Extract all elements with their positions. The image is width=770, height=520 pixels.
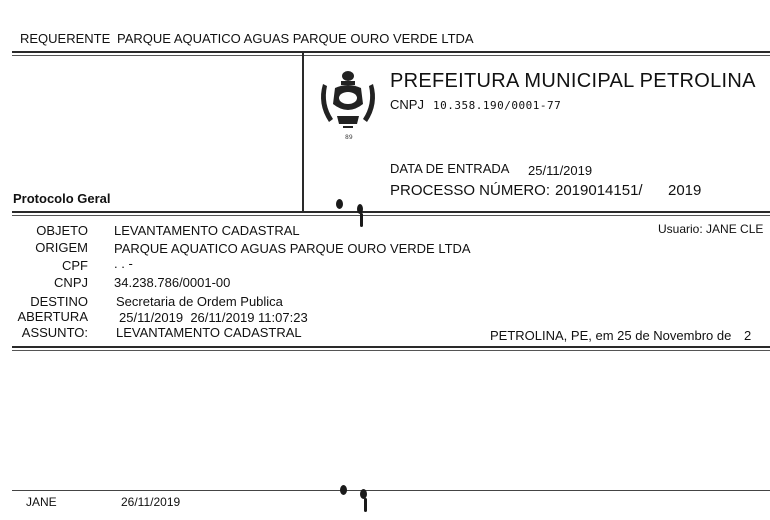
origem-label: ORIGEM [35,240,88,255]
cpf-label: CPF [62,258,88,273]
origem-value: PARQUE AQUATICO AGUAS PARQUE OURO VERDE LTDA [114,241,471,256]
assunto-value: LEVANTAMENTO CADASTRAL [116,325,302,340]
footer-name: JANE [26,495,57,509]
punch-mark-icon [360,213,363,227]
local-data-tail: 2 [744,328,752,343]
header-divider [302,53,304,213]
assunto-label: ASSUNTO: [21,325,88,340]
processo-label: PROCESSO NÚMERO: [390,182,551,199]
abertura-label: ABERTURA [17,309,88,324]
destino-label: DESTINO [30,294,88,309]
cnpj-field-value: 34.238.786/0001-00 [114,275,231,290]
punch-mark-icon [336,199,343,209]
top-rule-thin [12,55,770,56]
bottom-rule [12,346,770,348]
punch-mark-icon [364,498,367,512]
abertura-value: 25/11/2019 26/11/2019 11:07:23 [119,310,308,325]
local-data: PETROLINA, PE, em 25 de Novembro de [490,328,732,343]
data-entrada-value: 25/11/2019 [528,163,593,178]
footer-date: 26/11/2019 [121,495,181,509]
bottom-rule-thin [12,350,770,351]
cnpj-value: 10.358.190/0001-77 [433,99,562,112]
requerente-label: REQUERENTE [20,31,111,46]
objeto-label: OBJETO [36,223,88,238]
processo-number: 2019014151/ [555,182,643,199]
cnpj-field-label: CNPJ [54,275,88,290]
objeto-value: LEVANTAMENTO CADASTRAL [114,223,300,238]
protocolo-geral: Protocolo Geral [13,191,111,206]
top-rule [12,51,770,53]
data-entrada-label: DATA DE ENTRADA [390,161,510,176]
svg-text:89: 89 [345,134,353,141]
municipal-seal-icon [313,64,383,144]
footer-rule [12,490,770,491]
prefeitura-title: PREFEITURA MUNICIPAL PETROLINA [390,70,756,92]
cpf-value: . . - [114,256,133,271]
mid-rule-thin [12,215,770,216]
processo-year: 2019 [668,182,702,199]
usuario: Usuario: JANE CLE [658,222,764,236]
cnpj-label: CNPJ [390,97,424,112]
mid-rule [12,211,770,213]
requerente-value: PARQUE AQUATICO AGUAS PARQUE OURO VERDE LTDA [117,31,474,46]
punch-mark-icon [340,485,347,495]
destino-value: Secretaria de Ordem Publica [116,294,283,309]
